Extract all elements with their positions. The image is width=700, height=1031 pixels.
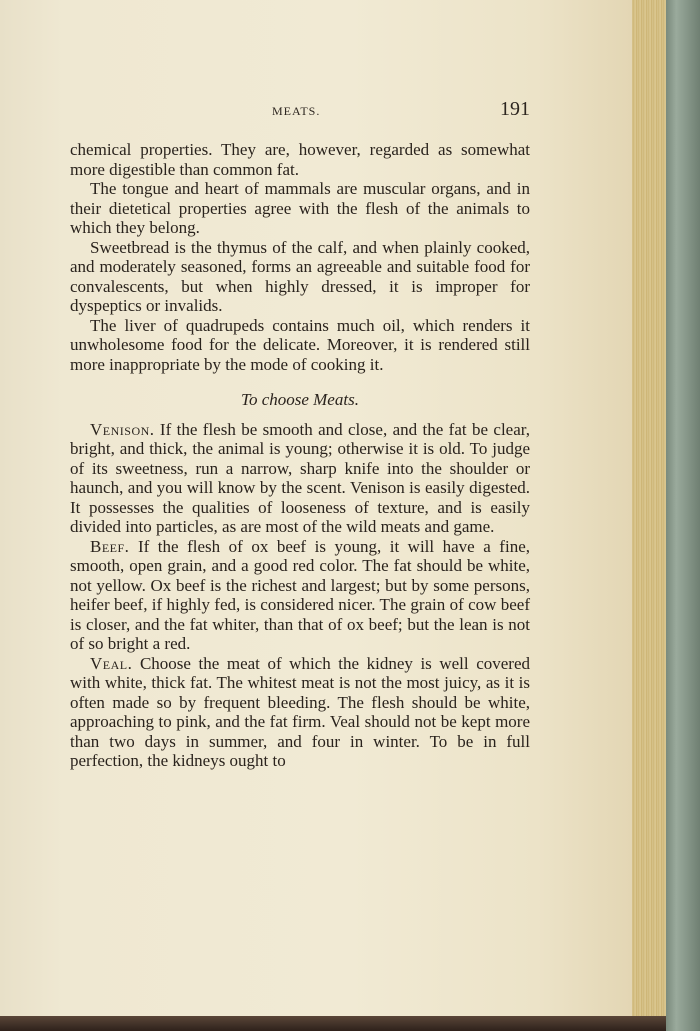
veal-lead: Veal. bbox=[90, 653, 133, 673]
page-edges bbox=[632, 0, 666, 1016]
running-head-title: MEATS. bbox=[272, 104, 321, 118]
paragraph-liver: The liver of quadrupeds contains much oil, which renders it unwholesome food for the delicate. Moreover, it is rendered still more inappropriate by the mode of cooking it. bbox=[70, 315, 530, 374]
paragraph-venison bbox=[70, 420, 530, 537]
beef-text: If the flesh of ox beef is young, it will have a fine, smooth, open grain, and a good red color. The fat should be white, not yellow. Ox beef is the richest and largest; but by some persons, heifer beef, if highly fed, is considered nicer. The grain of cow beef is closer, and the fat whiter, than that of ox beef; but the lean is not of so bright a red. bbox=[70, 536, 530, 653]
book-cover-edge bbox=[666, 0, 700, 1031]
venison-text: If the flesh be smooth and close, and the fat be clear, bright, and thick, the animal is young; otherwise it is old. To judge of its sweetness, run a narrow, sharp knife into the shoulder or haunch, and you will know by the scent. Venison is easily digested. It possesses the qualities of looseness of texture, and is easily divided into particles, as are most of the wild meats and game. bbox=[70, 419, 530, 536]
paragraph-sweetbread: Sweetbread is the thymus of the calf, and when plainly cooked, and moderately seasoned, forms an agreeable and suitable food for convalescents, but when highly dressed, it is improper for dyspeptics or invalids. bbox=[70, 237, 530, 315]
venison-lead: Venison. bbox=[90, 419, 155, 439]
beef-lead: Beef. bbox=[90, 536, 130, 556]
running-head bbox=[0, 92, 632, 122]
book-bottom-edge bbox=[0, 1016, 666, 1031]
veal-text: Choose the meat of which the kidney is well covered with white, thick fat. The whitest meat is not the most juicy, as it is often made so by frequent bleeding. The flesh should be white, approaching to pink, and the fat firm. Veal should not be kept more than two days in summer, and four in winter. To be in full perfection, the kidneys ought to bbox=[70, 653, 530, 770]
paragraph-continuation: chemical properties. They are, however, regarded as somewhat more digestible than common fat. bbox=[70, 140, 530, 179]
page-number: 191 bbox=[500, 98, 530, 120]
paragraph-veal bbox=[70, 654, 530, 771]
paragraph-beef bbox=[70, 537, 530, 654]
section-heading: To choose Meats. bbox=[241, 390, 359, 409]
body-text bbox=[70, 140, 530, 771]
paragraph-tongue-heart: The tongue and heart of mammals are muscular organs, and in their dietetical properties agree with the flesh of the animals to which they belong. bbox=[70, 179, 530, 237]
